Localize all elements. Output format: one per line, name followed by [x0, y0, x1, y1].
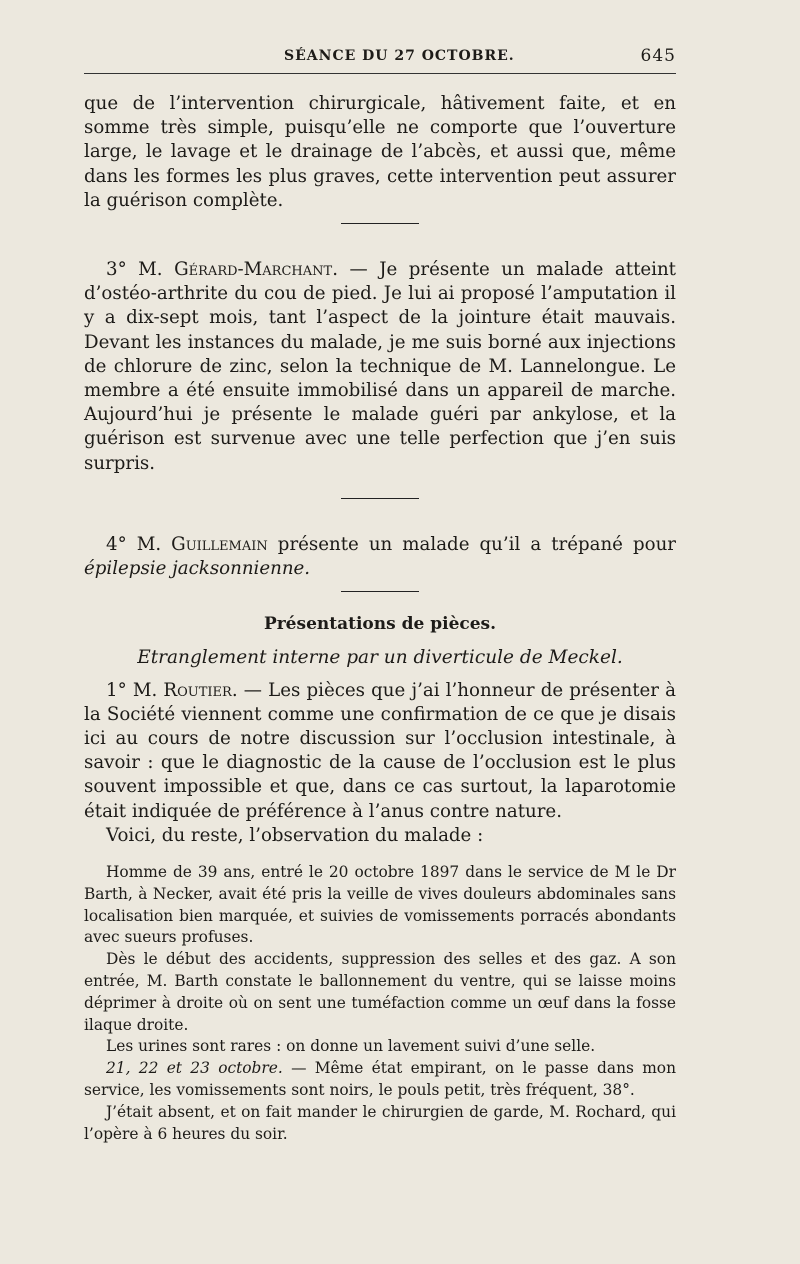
intro-paragraph: que de l’intervention chirurgicale, hâtivement faite, et en somme très simple, puisqu’elle ne comporte que l’ouverture large, le lavage et le drainage de l’abcès, et aussi que, même dans les formes les plus graves, cette intervention peut assurer la guérison complète.: [84, 93, 676, 211]
item-4-paragraph: [84, 533, 676, 581]
item-1-name: Routier.: [163, 679, 238, 701]
observation-intro: Voici, du reste, l’observation du malade :: [106, 824, 484, 846]
page-body: [84, 92, 676, 1145]
observation-p4-date: 21, 22 et 23 octobre.: [106, 1059, 283, 1078]
item-3-number: 3° M.: [106, 259, 163, 281]
observation-p4-text: — Même état empirant, on le passe dans mon service, les vomissements sont noirs, le pouls petit, très fréquent, 38°.: [84, 1059, 676, 1100]
observation-p1: Homme de 39 ans, entré le 20 octobre 1897 dans le service de M le Dr Barth, à Necker, avait été pris la veille de vives douleurs abdominales sans localisation bien marquée, et suivies de vomissements porracés abondants avec sueurs profuses.: [84, 863, 676, 947]
separator-rule: [341, 498, 419, 499]
header-rule: [84, 73, 676, 74]
page-number: 645: [640, 46, 676, 66]
item-3-text: — Je présente un malade atteint d’ostéo-arthrite du cou de pied. Je lui ai proposé l’amputation il y a dix-sept mois, tant l’aspect de la jointure était mauvais. Devant les instances du malade, je me suis borné aux injections de chlorure de zinc, selon la technique de M. Lannelongue. Le membre a été ensuite immobilisé dans un appareil de marche. Aujourd’hui je présente le malade guéri par ankylose, et la guérison est survenue avec une telle perfection que j’en suis surpris.: [84, 259, 676, 474]
observation-p2: Dès le début des accidents, suppression des selles et des gaz. A son entrée, M. Barth constate le ballonnement du ventre, qui se laisse moins déprimer à droite où on sent une tuméfaction comme un œuf dans la fosse ilaque droite.: [84, 950, 676, 1034]
observation-block: [84, 862, 676, 1145]
item-4-italic: épilepsie jacksonnienne.: [84, 558, 311, 580]
item-3-name: Gérard-Marchant.: [174, 259, 338, 281]
observation-p3: Les urines sont rares : on donne un lavement suivi d’une selle.: [106, 1037, 596, 1056]
separator-rule: [341, 591, 419, 592]
running-header: [84, 46, 676, 70]
item-4-name: Guillemain: [171, 533, 268, 555]
subsection-heading: Etranglement interne par un diverticule de Meckel.: [137, 647, 623, 669]
header-title: SÉANCE DU 27 OCTOBRE.: [284, 48, 515, 64]
item-4-text: présente un malade qu’il a trépané pour: [267, 533, 676, 555]
item-3-paragraph: [84, 258, 676, 476]
section-heading: Présentations de pièces.: [263, 614, 497, 635]
item-4-number: 4° M.: [106, 533, 162, 555]
separator-rule: [341, 223, 419, 224]
item-1-text: — Les pièces que j’ai l’honneur de présenter à la Société viennent comme une confirmation de ce que je disais ici au cours de notre discussion sur l’occlusion intestinale, à savoir : que le diagnostic de la cause de l’occlusion est le plus souvent impossible et que, dans ce cas surtout, la laparotomie était indiquée de préférence à l’anus contre nature.: [84, 679, 676, 822]
item-1-paragraph: [84, 679, 676, 824]
observation-p5: J’était absent, et on fait mander le chirurgien de garde, M. Rochard, qui l’opère à 6 heures du soir.: [84, 1102, 676, 1143]
observation-p4: [84, 1058, 676, 1102]
item-1-number: 1° M.: [106, 679, 158, 701]
